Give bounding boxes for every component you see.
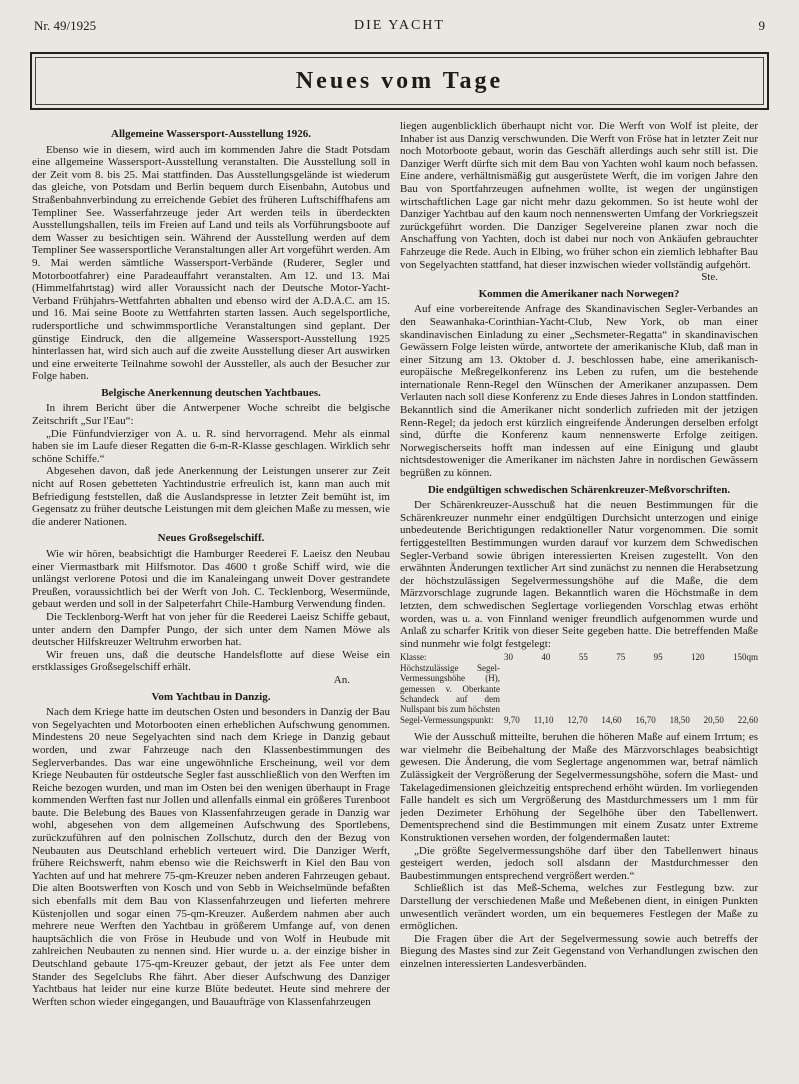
article-paragraph: Wie wir hören, beabsichtigt die Hamburger Reederei F. Laeisz den Neubau einer Viermastbark mit Hilfsmotor. Das 4600 t große Schiff wird, wie die unlängst verlorene Potosi und die im Kanaleingang unweit Dover gestrandete Preußen, voraussichtlich bei der Werft von Joh. C. Tecklenborg, Wesermünde, gebaut werden und soll in der Salpeterfahrt Chile-Hamburg Verwendung finden. xyxy=(32,548,390,611)
article-paragraph: Ebenso wie in diesem, wird auch im kommenden Jahre die Stadt Potsdam eine allgemeine Wassersport-Ausstellung veranstalten. Die Ausstellung soll in der Zeit vom 8. bis 25. Mai stattfinden. Das Ausstellungsgelände ist wiederum das gleiche, von Potsdam und Berlin bequem durch Eisenbahn, Autobus und Straßenbahnverbindung zu erreichende Gebiet des früheren Luftschiffhafens am Templiner See. Wasserfahrzeuge jeder Art werden teils in überdeckten Ausstellungshallen, teils im Freien auf Land und teils als Vorführungsboote auf dem Wasser zu besichtigen sein. Während der Ausstellung werden auf dem Templiner See wassersportliche Veranstaltungen aller Art vorgeführt werden. Am 9. Mai werden sämtliche Wassersport-Verbände (Ruderer, Segler und Motorbootfahrer) eine Paradeauffahrt veranstalten. Am 12. und 13. Mai (Himmelfahrtstag) wird aller Voraussicht nach der Deutsche Motor-Yacht-Verband Frühjahrs-Wettfahrten abhalten und ebenso wird der A.D.A.C. am 15. und 16. Mai seine Boote zu Wettfahrten starten lassen. Auch segelsportliche, rudersportliche und schwimmsportliche Veranstaltungen sind geplant. Der günstige Eindruck, den die allgemeine Wassersport-Ausstellung 1925 hinterlassen hat, wird sich auch auf die zweite Ausstellung dieser Art auswirken und eine erweiterte Teilnahme sowohl der Aussteller, als auch der Besucher zur Folge haben. xyxy=(32,143,390,383)
table-cell: 75 xyxy=(616,652,626,663)
right-column xyxy=(400,120,758,1074)
article-paragraph-continued: liegen augenblicklich überhaupt nicht vor. Die Werft von Wolf ist pleite, der Inhaber ist aus Danzig verschwunden. Die Werft von Fröse hat in letzter Zeit nur noch Motorboote gebaut, worin das Geschäft allerdings auch sehr still ist. Die Danziger Werft dürfte sich mit dem Bau von Yachten wohl kaum noch befassen. Eine andere, verhältnismäßig gut ausgerüstete Werft, die im vorigen Jahre den Bau von Sportfahrzeugen aufnehmen wollte, ist wegen der ungünstigen wirtschaftlichen Lage gar nicht mehr dazu gekommen. So ist heute wohl der Danziger Yachtbau auf den kaum noch nennenswerten Umfang der Vorkriegszeit zurückgeführt worden. Die Danziger Segelvereine planen zwar noch die Anschaffung von Yachten, doch ist dabei nur noch von Ankäufen gebrauchter Fahrzeuge die Rede. Auch in Elbing, wo früher schon ein ziemlich lebhafter Bau von Segelyachten stattfand, hat dieser inzwischen wieder vollständig aufgehört. xyxy=(400,120,758,271)
article-paragraph: Nach dem Kriege hatte im deutschen Osten und besonders in Danzig der Bau von Segelyachten und Motorbooten einen erheblichen Aufschwung genommen. Mindestens 20 neue Segelyachten sind nach dem Kriege in Danzig gebaut worden, und zwar Fahrzeuge nach den Klassenbestimmungen des Seglerverbandes. Das war eine ungewöhnliche Erscheinung, weil vor dem Kriege Neubauten für ostdeutsche Segler fast ausschließlich von den Werften im Reiche bezogen wurden, und man im Osten bei den wenigen überhaupt in Frage kommenden Werften fast nur Jollen und allenfalls einmal ein größeres Turenboot baute. Die Belebung des Baues von Klassenfahrzeugen gerade in Danzig war wohl, abgesehen von dem allgemeinen Aufschwung des Sportlebens, zurückzuführen auf den polnischen Zollschutz, durch den der Bezug von Neubauten aus Deutschland erheblich verteuert wird. Die Danziger Werft, frühere Reichswerft, nahm ebenso wie die Reichswerft in Kiel den Bau von Yachten auf und hat mehrere 75-qm-Kreuzer neben anderen Fahrzeugen gebaut. Die alten Bootswerften von Kosch und von Sebb in Weichselmünde befaßten sich ebenfalls mit dem Bau von Klassenfahrzeugen und lieferten mehrere Küstenjollen und sogar einen 75-qm-Kreuzer. Außerdem nahmen aber auch mehrere neue Werften den Yachtbau in größerem Umfange auf, von denen hauptsächlich die von Fröse in Heubude und von Wolf in Heubude mit zahlreichen Neubauten zu nennen sind. Hier wurde u. a. der einzige bisher in Deutschland gebaute 175-qm-Kreuzer gebaut, der jetzt als Fee unter dem Stander des Segelclubs Rhe fährt. Aber dieser Aufschwung des Danziger Yachtbaus hat leider nur eine kurze Blüte bedeutet. Heute sind mehrere der Werften schon wieder eingegangen, und Bauaufträge von Klassenfahrzeugen xyxy=(32,706,390,1008)
article-quote: „Die größte Segelvermessungshöhe darf über den Tabellenwert hinaus gesteigert werden, jedoch soll alsdann der Mastdurchmesser den Baubestimmungen entsprechend vergrößert werden.“ xyxy=(400,844,758,882)
left-column xyxy=(32,124,390,1074)
article-heading: Allgemeine Wassersport-Ausstellung 1926. xyxy=(111,128,311,140)
table-cell: 12,70 xyxy=(567,714,588,725)
table-data-row xyxy=(400,663,758,725)
page-header xyxy=(34,18,765,38)
table-cell: 18,50 xyxy=(669,714,690,725)
table-cell: 150qm xyxy=(732,652,758,663)
article-paragraph: Wir freuen uns, daß die deutsche Handelsflotte auf diese Weise ein erstklassiges Großsegelschiff erhält. xyxy=(32,648,390,674)
table-cell: 20,50 xyxy=(703,714,724,725)
table-cell: 55 xyxy=(578,652,588,663)
author-signature: Ste. xyxy=(701,271,718,284)
table-header-row xyxy=(400,652,758,662)
article-paragraph: Wie der Ausschuß mitteilte, beruhen die höheren Maße auf einem Irrtum; es war vielmehr die Beibehaltung der Maße des Märzvorschlages beabsichtigt gewesen. Die Änderung, die vom Seglertage angenommen war, betraf nämlich Zulässigkeit der Vergrößerung der Segelvermessungshöhe, sofern die Mast- und Takelagedimensionen gleichzeitig entsprechend erhöht würden. Im vorliegenden Falle handelt es sich um Vergrößerung des Mastdurchmessers um 1 mm für jeden Dezimeter Erhöhung der Segelhöhe über den Tabellenwert. Dementsprechend sind die Bestimmungen mit einem Zusatz unter Extreme Konstruktionen versehen worden, der folgendermaßen lautet: xyxy=(400,731,758,844)
table-cell: 9,70 xyxy=(504,714,520,725)
page-number: 9 xyxy=(758,18,765,33)
table-cell: 14,60 xyxy=(601,714,622,725)
article-paragraph: Schließlich ist das Meß-Schema, welches zur Festlegung bzw. zur Darstellung der verschiedenen Maße und Meßebenen dient, in einigen Punkten unwesentlich verändert worden, um ein bequemeres Festlegen der Maße zu ermöglichen. xyxy=(400,882,758,933)
table-row-label: Höchstzulässige Segel-Vermessungshöhe (H), gemessen v. Oberkante Schandeck auf dem Nullspant bis zum höchsten Segel-Vermessungspunkt: xyxy=(400,662,500,725)
table-values xyxy=(500,663,758,725)
article-heading: Kommen die Amerikaner nach Norwegen? xyxy=(478,287,680,300)
table-cell: 11,10 xyxy=(533,714,554,725)
table-cell: 95 xyxy=(653,652,663,663)
table-class-label: Klasse: xyxy=(400,652,427,663)
article-paragraph: Der Schärenkreuzer-Ausschuß hat die neuen Bestimmungen für die Schärenkreuzer nunmehr einer endgültigen Durchsicht unterzogen und einige unbedeutende Berichtigungen redaktioneller Natur vorgenommen. Die somit fertiggestellten Bestimmungen wurden darauf vor kurzem dem Schwedischen Segler-Verband sowie übrigen interessierten Kreisen zugestellt. Von den erwähnten Änderungen textlicher Art sind zunächst zu nennen die Herabsetzung der höchstzulässigen Segelvermessungshöhe auf die Maße, die dem Märzvorschlage zugrunde lagen. Bekanntlich waren die Höchstmaße in dem letzten, dem schwedischen Seglertage vorliegenden Vorschlag etwas erhöht worden, was u. a. von Finnland weniger freundlich aufgenommen wurde und Anlaß zu scharfer Kritik von dieser Seite gegeben hatte. Die betreffenden Maße sind nunmehr wie folgt festgelegt: xyxy=(400,499,758,650)
section-banner-inner xyxy=(35,57,764,105)
article-paragraph: Auf eine vorbereitende Anfrage des Skandinavischen Segler-Verbandes an den Seawanhaka-Corinthian-Yacht-Club, New York, ob man einer skandinavischen Einladung zu einer „Sechsmeter-Regatta“ in skandinavischen Gewässern Folge leisten würde, antwortete der amerikanische Klub, daß man in einer Sitzung am 13. Oktober d. J. beschlossen habe, eine amerikanisch-europäische Meßregelkonferenz ins Leben zu rufen, um die bestehende internationale Renn-Regel den Wünschen der Amerikaner anzupassen. Dem Verlauten nach soll diese Konferenz zu Ende dieses Jahres in London stattfinden. Bekanntlich sind die Amerikaner nicht sonderlich zufrieden mit der jetzigen Renn-Regel; da jedoch erst kürzlich eingreifende Änderungen derselben erfolgt sind, dürfte die Konferenz kaum nennenswerte Erfolge zeitigen. Norwegischerseits hofft man indessen auf eine Einigung und glaubt nichtsdestoweniger die Amerikaner im nächsten Jahre in nordischen Gewässern begrüßen zu können. xyxy=(400,303,758,480)
table-cell: 40 xyxy=(541,652,551,663)
author-signature: An. xyxy=(333,673,350,686)
issue-number: Nr. 49/1925 xyxy=(34,18,97,33)
measurement-table xyxy=(400,652,758,725)
table-cell: 30 xyxy=(504,652,513,663)
article-heading: Vom Yachtbau in Danzig. xyxy=(151,690,271,703)
table-cell: 16,70 xyxy=(635,714,656,725)
table-cell: 120 xyxy=(691,652,705,663)
article-paragraph: In ihrem Bericht über die Antwerpener Woche schreibt die belgische Zeitschrift „Sur l'Eau“: xyxy=(32,402,390,428)
article-paragraph: Die Tecklenborg-Werft hat von jeher für die Reederei Laeisz Schiffe gebaut, unter andern den Dampfer Pungo, der sich unter dem Namen Möwe als deutscher Hilfskreuzer Weltruhm erworben hat. xyxy=(32,610,390,649)
section-title: Neues vom Tage xyxy=(295,67,504,94)
article-heading: Die endgültigen schwedischen Schärenkreuzer-Meßvorschriften. xyxy=(427,483,731,496)
article-heading: Belgische Anerkennung deutschen Yachtbaues. xyxy=(101,386,321,399)
magazine-title: DIE YACHT xyxy=(354,18,445,33)
article-paragraph: Die Fragen über die Art der Segelvermessung sowie auch betreffs der Biegung des Mastes sind zur Zeit Gegenstand von Verhandlungen zwischen den einzelnen interessierten Landesverbänden. xyxy=(400,932,758,970)
table-classes xyxy=(500,652,758,662)
table-cell: 22,60 xyxy=(737,714,758,725)
section-banner xyxy=(30,52,769,110)
article-heading: Neues Großsegelschiff. xyxy=(157,532,265,545)
article-paragraph: Abgesehen davon, daß jede Anerkennung der Leistungen unserer zur Zeit nicht auf Rosen gebetteten Yachtindustrie erfreulich ist, kann man auch mit Befriedigung feststellen, daß die Auslandspresse in letzter Zeit bemüht ist, im Gegensatz zu früher deutsche Leistungen mit dem gleichen Maße zu messen, wie die anderer Nationen. xyxy=(32,465,390,528)
article-quote: „Die Fünfundvierziger von A. u. R. sind hervorragend. Mehr als einmal haben sie im Laufe dieser Regatten die 6-m-R-Klasse geschlagen. Wirklich sehr schöne Schiffe.“ xyxy=(32,427,390,465)
